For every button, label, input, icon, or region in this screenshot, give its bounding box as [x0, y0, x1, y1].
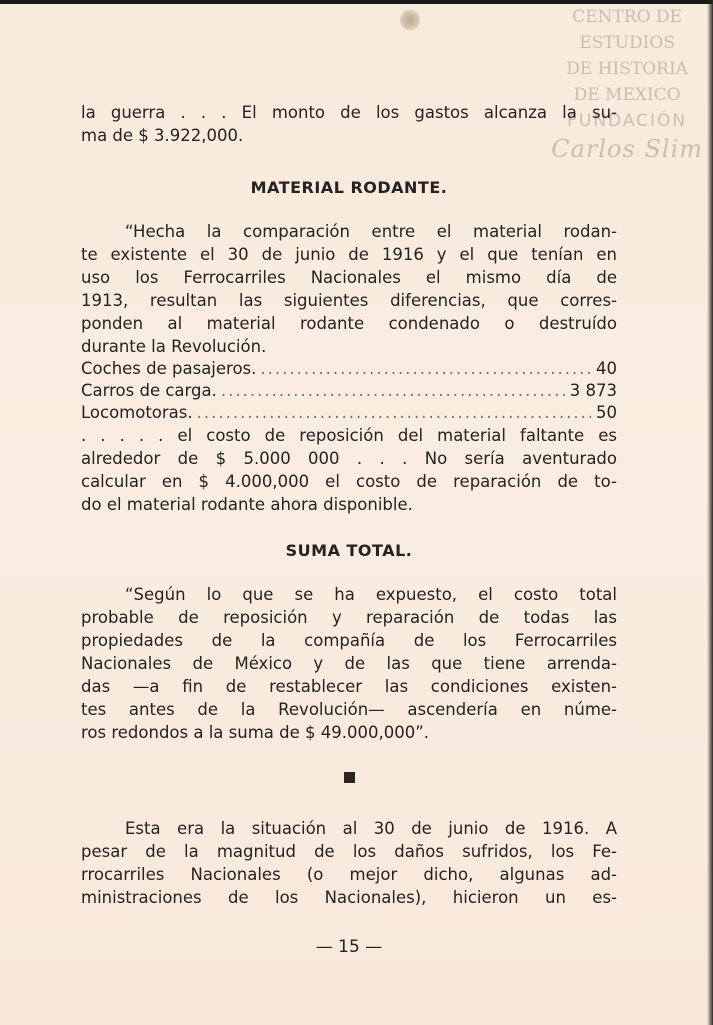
dot-leader [260, 358, 591, 380]
watermark-signature: Carlos Slim [551, 135, 703, 163]
rolling-stock-list [81, 358, 617, 424]
watermark-line: DE HISTORIA [566, 59, 688, 79]
watermark-foundation: FUNDACIÓN [567, 111, 688, 131]
item-label: Coches de pasajeros. [81, 359, 257, 378]
text-line: rrocarriles Nacionales (o mejor dicho, algunas ad- [81, 865, 617, 884]
text-line: do el material rodante ahora disponible. [81, 495, 413, 514]
item-label: Carros de carga. [81, 381, 217, 400]
item-value: 40 [596, 359, 617, 378]
text-line: “Según lo que se ha expuesto, el costo total [125, 585, 617, 604]
text-line: propiedades de la compañía de los Ferrocarriles [81, 631, 617, 650]
text-line: probable de reposición y reparación de todas las [81, 608, 617, 627]
item-label: Locomotoras. [81, 403, 193, 422]
scan-edge-right [707, 0, 713, 1025]
cost-paragraph [81, 424, 617, 516]
item-value: 50 [596, 403, 617, 422]
material-paragraph [81, 220, 617, 358]
dot-leader [221, 380, 566, 402]
text-line: calcular en $ 4.000,000 el costo de reparación de to- [81, 472, 617, 491]
text-line: ros redondos a la suma de $ 49.000,000”. [81, 723, 430, 742]
closing-paragraph [81, 817, 617, 909]
text-line: ministraciones de los Nacionales), hicieron un es- [81, 888, 617, 907]
text-line: durante la Revolución. [81, 337, 267, 356]
item-value: 3 873 [569, 381, 617, 400]
section-heading-material-rodante: MATERIAL RODANTE. [250, 178, 448, 197]
text-line: la guerra . . . El monto de los gastos alcanza la su- [81, 103, 617, 122]
watermark-line: DE MEXICO [573, 85, 681, 105]
section-heading-suma-total: SUMA TOTAL. [285, 541, 413, 560]
text-line: Nacionales de México y de las que tiene arrenda- [81, 654, 617, 673]
text-line: . . . . . el costo de reposición del material faltante es [81, 426, 617, 445]
list-item [81, 358, 617, 380]
watermark-line: ESTUDIOS [579, 33, 675, 53]
intro-paragraph [81, 101, 617, 147]
text-line: “Hecha la comparación entre el material rodan- [125, 222, 617, 241]
text-line: tes antes de la Revolución— ascendería en núme- [81, 700, 617, 719]
paper-stain [400, 8, 420, 32]
list-item [81, 402, 617, 424]
watermark-line: CENTRO DE [572, 7, 683, 27]
text-line: 1913, resultan las siguientes diferencias, que corres- [81, 291, 617, 310]
page-content [81, 101, 617, 957]
text-line: ma de $ 3.922,000. [81, 126, 244, 145]
text-line: pesar de la magnitud de los daños sufridos, los Fe- [81, 842, 617, 861]
text-line: te existente el 30 de junio de 1916 y el que tenían en [81, 245, 617, 264]
page-number: — 15 — [315, 937, 383, 957]
total-paragraph [81, 583, 617, 744]
text-line: ponden al material rodante condenado o destruído [81, 314, 617, 333]
text-line: uso los Ferrocarriles Nacionales el mismo día de [81, 268, 617, 287]
section-separator-square [344, 772, 355, 783]
text-line: das —a fin de restablecer las condiciones existen- [81, 677, 617, 696]
dot-leader [197, 402, 591, 424]
text-line: alrededor de $ 5.000 000 . . . No sería aventurado [81, 449, 617, 468]
list-item [81, 380, 617, 402]
text-line: Esta era la situación al 30 de junio de 1916. A [125, 819, 617, 838]
